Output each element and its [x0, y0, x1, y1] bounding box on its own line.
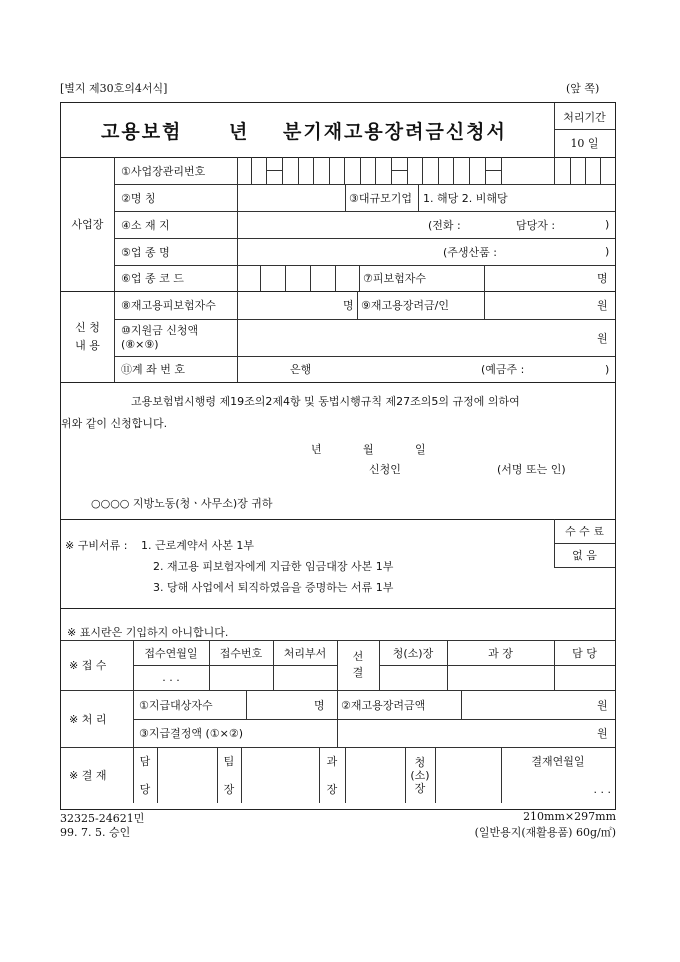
signoff-label: ※ 결 재	[69, 769, 107, 782]
date-month-label: 월	[363, 443, 374, 456]
support-amount-unit: 원	[597, 331, 608, 345]
staff-label: 담 당	[572, 646, 597, 660]
addressee: ○○○○ 지방노동(청ㆍ사무소)장 귀하	[91, 497, 273, 510]
rehire-subsidy-unit: 원	[597, 698, 608, 712]
account-number-label: ⑪계 좌 번 호	[121, 363, 185, 376]
phone-label: (전화 :	[428, 218, 461, 232]
signoff-team-label-bottom: 장	[223, 783, 235, 796]
large-company-label: ③대규모기업	[349, 191, 412, 205]
chief-label: 청(소)장	[392, 646, 434, 660]
support-amount-field[interactable]	[239, 321, 589, 354]
signoff-chief-label: 청 (소) 장	[410, 755, 430, 795]
rehire-amount-label: ⑨재고용장려금/인	[361, 299, 449, 312]
signoff-team-label-top: 팀	[223, 755, 235, 768]
industry-field[interactable]	[239, 240, 429, 263]
signoff-section-label-top: 과	[326, 755, 338, 768]
form-code: 32325-24621민	[60, 812, 145, 825]
workplace-reg-no-label: ①사업장관리번호	[121, 164, 206, 178]
office-use-note: ※ 표시란은 기입하지 아니합니다.	[67, 626, 229, 639]
workplace-section-label: 사업장	[71, 218, 104, 231]
product-paren-close: )	[605, 245, 610, 258]
signoff-staff-label-top: 담	[139, 755, 151, 768]
insured-count-field[interactable]	[487, 267, 587, 289]
processing-period-value: 10 일	[570, 137, 599, 150]
payment-decided-label: ③지급결정액 (①×②)	[139, 727, 244, 740]
documents-label: ※ 구비서류 :	[65, 539, 128, 552]
address-label: ④소 재 지	[121, 218, 170, 232]
fee-value: 없 음	[572, 549, 597, 562]
document-item-3: 3. 당해 사업에서 퇴직하였음을 증명하는 서류 1부	[153, 581, 394, 594]
account-paren-close: )	[605, 362, 610, 376]
form-title-part3: 분기재고용장려금신청서	[283, 120, 507, 143]
approval-date: 99. 7. 5. 승인	[60, 826, 131, 839]
page-side: (앞 쪽)	[566, 82, 600, 95]
form-title-part2: 년	[229, 120, 250, 143]
insured-count-label: ⑦피보험자수	[363, 272, 426, 285]
application-section-label: 신 청 내 용	[75, 320, 100, 352]
bank-label: 은행	[290, 363, 312, 376]
statement-line1: 고용보험법시행령 제19조의2제4항 및 동법시행규칙 제27조의5의 규정에 의하여	[131, 395, 520, 408]
applicant-label: 신청인	[369, 463, 401, 476]
address-paren-close: )	[605, 218, 610, 231]
rehire-subsidy-label: ②재고용장려금액	[341, 698, 426, 712]
signoff-staff-label-bottom: 당	[139, 783, 151, 796]
payment-decided-unit: 원	[597, 727, 608, 740]
industry-code-label: ⑥업 종 코 드	[121, 272, 184, 285]
date-year-label: 년	[311, 443, 322, 456]
signature-label[interactable]: (서명 또는 인)	[497, 463, 566, 476]
statement-line2: 위와 같이 신청합니다.	[61, 417, 168, 430]
rehire-amount-field[interactable]	[487, 293, 587, 317]
paper-spec: (일반용지(재활용품) 60g/㎡)	[474, 826, 616, 839]
large-company-options[interactable]: 1. 해당 2. 비해당	[423, 191, 508, 205]
bank-name-field[interactable]	[239, 358, 289, 380]
receipt-date-label: 접수연월일	[144, 646, 198, 660]
form-table	[60, 102, 616, 810]
pre-approval-label: 선 결	[352, 650, 364, 679]
workplace-name-label: ②명 칭	[121, 191, 156, 205]
signoff-date-field[interactable]: . . .	[593, 782, 611, 796]
paper-size: 210mm×297mm	[523, 810, 616, 823]
support-amount-label: ⑩지원금 신청액(⑧×⑨)	[121, 324, 199, 351]
rehire-count-unit: 명	[343, 299, 354, 312]
industry-label: ⑤업 종 명	[121, 245, 170, 259]
processing-period-label: 처리기간	[563, 111, 606, 124]
insured-count-unit: 명	[597, 272, 608, 285]
address-field[interactable]	[239, 213, 419, 236]
workplace-name-field[interactable]	[239, 186, 343, 209]
rehire-amount-unit: 원	[597, 299, 608, 312]
account-holder-label: (예금주 :	[481, 363, 525, 376]
rehire-count-label: ⑧재고용피보험자수	[121, 299, 216, 312]
date-day-label: 일	[415, 443, 426, 456]
form-title-part1: 고용보험	[101, 120, 183, 143]
receipt-number-label: 접수번호	[219, 646, 263, 660]
document-item-1: 1. 근로계약서 사본 1부	[141, 539, 254, 552]
payment-count-unit: 명	[314, 698, 325, 712]
process-label: ※ 처 리	[69, 712, 107, 726]
processing-dept-label: 처리부서	[283, 646, 327, 660]
signoff-section-label-bottom: 장	[326, 783, 338, 796]
fee-label: 수 수 료	[565, 525, 604, 538]
signoff-date-label: 결재연월일	[531, 755, 585, 768]
receipt-label: ※ 접 수	[69, 659, 107, 672]
document-item-2: 2. 재고용 피보험자에게 지급한 임금대장 사본 1부	[153, 560, 394, 573]
section-head-label: 과 장	[488, 646, 513, 660]
rehire-count-field[interactable]	[239, 293, 339, 317]
main-product-label: (주생산품 :	[443, 245, 497, 259]
payment-count-label: ①지급대상자수	[139, 698, 213, 712]
contact-person-label: 담당자 :	[516, 218, 556, 232]
form-number: [별지 제30호의4서식]	[60, 82, 168, 95]
receipt-date-field[interactable]: . . .	[162, 671, 180, 684]
